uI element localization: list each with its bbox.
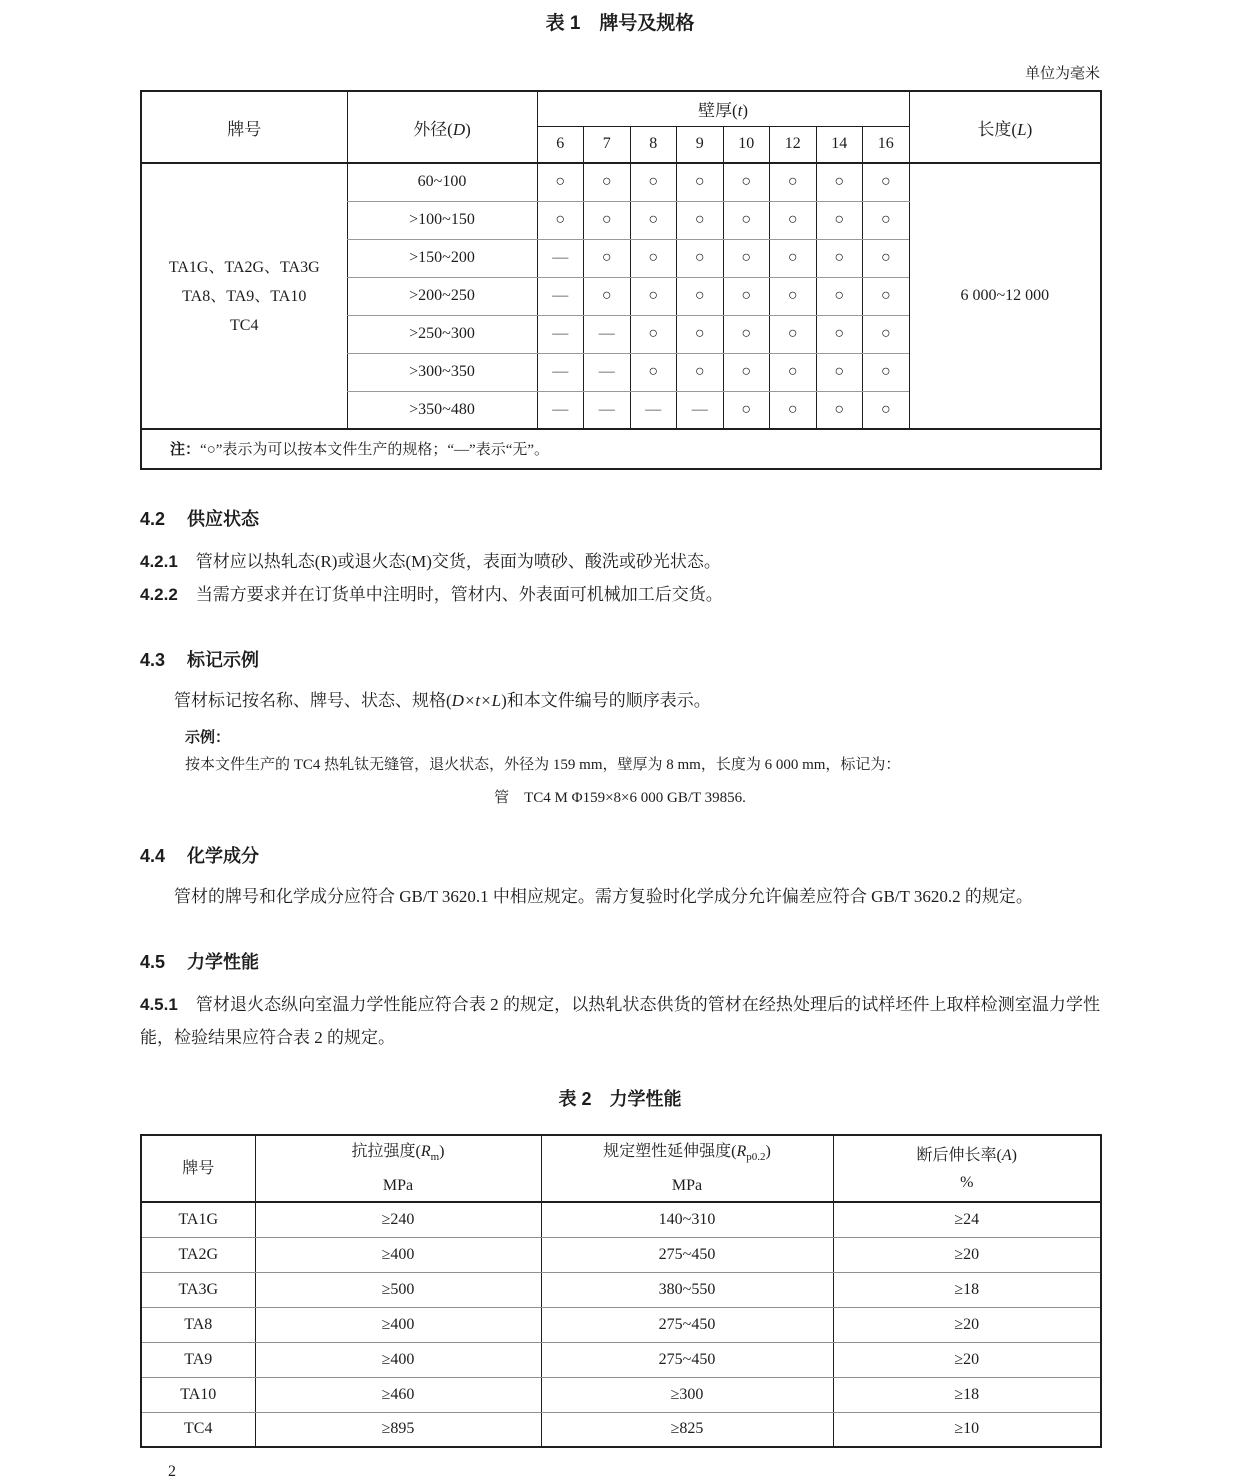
grade-value: TA1G: [141, 1202, 255, 1237]
availability-mark: —: [537, 239, 584, 277]
availability-mark: ○: [537, 163, 584, 201]
availability-mark: ○: [677, 201, 724, 239]
availability-mark: —: [630, 391, 677, 429]
clause-4-4-body: 管材的牌号和化学成分应符合 GB/T 3620.1 中相应规定。需方复验时化学成分允许偏差应符合 GB/T 3620.2 的规定。: [174, 887, 1033, 906]
availability-mark: ○: [630, 201, 677, 239]
table1-header-od: 外径(D): [347, 91, 537, 163]
example-text: 按本文件生产的 TC4 热轧钛无缝管，退火状态，外径为 159 mm，壁厚为 8 mm，长度为 6 000 mm，标记为：: [185, 757, 901, 773]
elongation-value: ≥18: [833, 1272, 1101, 1307]
table1-note: [141, 429, 1101, 469]
availability-mark: ○: [770, 391, 817, 429]
tensile-value: ≥240: [255, 1202, 541, 1237]
wall-size-col: 8: [630, 126, 677, 163]
availability-mark: ○: [630, 353, 677, 391]
tensile-value: ≥500: [255, 1272, 541, 1307]
availability-mark: ○: [723, 239, 770, 277]
table1-header-row-1: [141, 91, 1101, 126]
availability-mark: ○: [863, 391, 910, 429]
table2-mechanical-properties: [140, 1134, 1102, 1448]
table2-title: 表 2 力学性能: [558, 1089, 682, 1109]
tensile-value: ≥400: [255, 1307, 541, 1342]
elongation-value: ≥20: [833, 1307, 1101, 1342]
table2-header-grade: 牌号: [141, 1135, 255, 1202]
availability-mark: ○: [816, 239, 863, 277]
table1-note-row: [141, 429, 1101, 469]
availability-mark: ○: [537, 201, 584, 239]
availability-mark: ○: [677, 353, 724, 391]
clause-4-3-body: 管材标记按名称、牌号、状态、规格(D×t×L)和本文件编号的顺序表示。: [174, 691, 711, 710]
grade-value: TA10: [141, 1377, 255, 1412]
table1-row: [141, 163, 1101, 201]
availability-mark: ○: [863, 201, 910, 239]
table1-unit-note: 单位为毫米: [1024, 66, 1100, 82]
availability-mark: ○: [863, 239, 910, 277]
elongation-value: ≥20: [833, 1237, 1101, 1272]
wall-size-col: 16: [863, 126, 910, 163]
table2-unit-mpa: MPa: [382, 1176, 414, 1194]
availability-mark: ○: [677, 239, 724, 277]
yield-value: ≥825: [541, 1412, 833, 1447]
availability-mark: ○: [770, 239, 817, 277]
availability-mark: ○: [770, 353, 817, 391]
availability-mark: ○: [723, 353, 770, 391]
note-label: 注：: [170, 441, 201, 458]
od-range: 60~100: [347, 163, 537, 201]
availability-mark: ○: [723, 201, 770, 239]
example-label: 示例：: [185, 729, 231, 746]
availability-mark: ○: [816, 201, 863, 239]
availability-mark: ○: [630, 163, 677, 201]
availability-mark: ○: [770, 277, 817, 315]
wall-size-col: 7: [584, 126, 631, 163]
example-marking: 管 TC4 M Φ159×8×6 000 GB/T 39856.: [494, 790, 746, 806]
table2-header-yield-strength: 规定塑性延伸强度$(R_{p0.2})$ MPa: [541, 1135, 833, 1202]
availability-mark: ○: [723, 391, 770, 429]
table1-grade-cell: TA1G、TA2G、TA3G TA8、TA9、TA10 TC4: [141, 163, 347, 429]
clause-4-2-2: 4.2.2 当需方要求并在订货单中注明时，管材内、外表面可机械加工后交货。: [140, 585, 723, 604]
availability-mark: ○: [816, 391, 863, 429]
availability-mark: ○: [863, 315, 910, 353]
od-range: >150~200: [347, 239, 537, 277]
availability-mark: —: [537, 277, 584, 315]
availability-mark: ○: [677, 163, 724, 201]
wall-size-col: 12: [770, 126, 817, 163]
table1-header-wall-thickness: 壁厚(t): [537, 91, 909, 126]
yield-value: 275~450: [541, 1237, 833, 1272]
section-heading-4-3: 4.3 标记示例: [140, 650, 260, 670]
section-heading-4-5: 4.5 力学性能: [140, 952, 260, 972]
section-heading-4-2: 4.2 供应状态: [140, 509, 260, 529]
od-range: >300~350: [347, 353, 537, 391]
clause-4-5-1: 4.5.1 管材退火态纵向室温力学性能应符合表 2 的规定，以热轧状态供货的管材在经热处理后的试样坯件上取样检测室温力学性能，检验结果应符合表 2 的规定。: [140, 995, 1100, 1047]
availability-mark: ○: [723, 315, 770, 353]
table2-row: [141, 1272, 1101, 1307]
availability-mark: ○: [723, 277, 770, 315]
grade-value: TA2G: [141, 1237, 255, 1272]
wall-size-col: 6: [537, 126, 584, 163]
availability-mark: ○: [630, 277, 677, 315]
availability-mark: ○: [584, 163, 631, 201]
table2-header-elongation: 断后伸长率(A) %: [833, 1135, 1101, 1202]
availability-mark: ○: [863, 277, 910, 315]
wall-size-col: 9: [677, 126, 724, 163]
availability-mark: ○: [770, 315, 817, 353]
table2-row: [141, 1412, 1101, 1447]
availability-mark: ○: [863, 353, 910, 391]
od-range: >250~300: [347, 315, 537, 353]
table2-row: [141, 1237, 1101, 1272]
availability-mark: ○: [770, 163, 817, 201]
availability-mark: —: [677, 391, 724, 429]
availability-mark: ○: [677, 277, 724, 315]
od-range: >100~150: [347, 201, 537, 239]
tensile-value: ≥400: [255, 1237, 541, 1272]
yield-value: 275~450: [541, 1307, 833, 1342]
availability-mark: —: [537, 353, 584, 391]
table2-header-tensile-strength: 抗拉强度$(R_m)$ MPa: [255, 1135, 541, 1202]
availability-mark: ○: [816, 277, 863, 315]
tensile-value: ≥400: [255, 1342, 541, 1377]
table1-title: 表 1 牌号及规格: [545, 13, 695, 34]
availability-mark: —: [584, 353, 631, 391]
elongation-value: ≥20: [833, 1342, 1101, 1377]
availability-mark: ○: [816, 353, 863, 391]
availability-mark: ○: [677, 315, 724, 353]
availability-mark: —: [537, 315, 584, 353]
grade-value: TC4: [141, 1412, 255, 1447]
wall-size-col: 14: [816, 126, 863, 163]
section-heading-4-4: 4.4 化学成分: [140, 846, 260, 866]
availability-mark: —: [584, 315, 631, 353]
availability-mark: ○: [723, 163, 770, 201]
availability-mark: —: [584, 391, 631, 429]
tensile-value: ≥895: [255, 1412, 541, 1447]
od-range: >200~250: [347, 277, 537, 315]
availability-mark: ○: [584, 277, 631, 315]
table1-length-cell: 6 000~12 000: [909, 163, 1101, 429]
table1-header-grade: 牌号: [141, 91, 347, 163]
availability-mark: ○: [584, 239, 631, 277]
yield-value: 275~450: [541, 1342, 833, 1377]
yield-value: 140~310: [541, 1202, 833, 1237]
table2-header-row: [141, 1135, 1101, 1202]
note-text: “○”表示为可以按本文件生产的规格；“—”表示“无”。: [200, 442, 550, 458]
availability-mark: ○: [630, 239, 677, 277]
yield-value: ≥300: [541, 1377, 833, 1412]
wall-size-col: 10: [723, 126, 770, 163]
table2-row: [141, 1202, 1101, 1237]
table2-row: [141, 1342, 1101, 1377]
table1-grades-specs: [140, 90, 1102, 470]
availability-mark: ○: [584, 201, 631, 239]
availability-mark: ○: [770, 201, 817, 239]
clause-4-2-1: 4.2.1 管材应以热轧态(R)或退火态(M)交货，表面为喷砂、酸洗或砂光状态。: [140, 552, 721, 571]
grade-value: TA9: [141, 1342, 255, 1377]
grade-value: TA3G: [141, 1272, 255, 1307]
od-range: >350~480: [347, 391, 537, 429]
availability-mark: —: [537, 391, 584, 429]
elongation-value: ≥18: [833, 1377, 1101, 1412]
table2-row: [141, 1307, 1101, 1342]
availability-mark: ○: [816, 163, 863, 201]
availability-mark: ○: [630, 315, 677, 353]
table2-row: [141, 1377, 1101, 1412]
table1-header-length: 长度(L): [909, 91, 1101, 163]
elongation-value: ≥10: [833, 1412, 1101, 1447]
table2-unit-mpa: MPa: [671, 1176, 703, 1194]
page-number: 2: [168, 1463, 176, 1480]
availability-mark: ○: [816, 315, 863, 353]
elongation-value: ≥24: [833, 1202, 1101, 1237]
grade-value: TA8: [141, 1307, 255, 1342]
availability-mark: ○: [863, 163, 910, 201]
tensile-value: ≥460: [255, 1377, 541, 1412]
table2-unit-percent: %: [960, 1173, 974, 1191]
yield-value: 380~550: [541, 1272, 833, 1307]
